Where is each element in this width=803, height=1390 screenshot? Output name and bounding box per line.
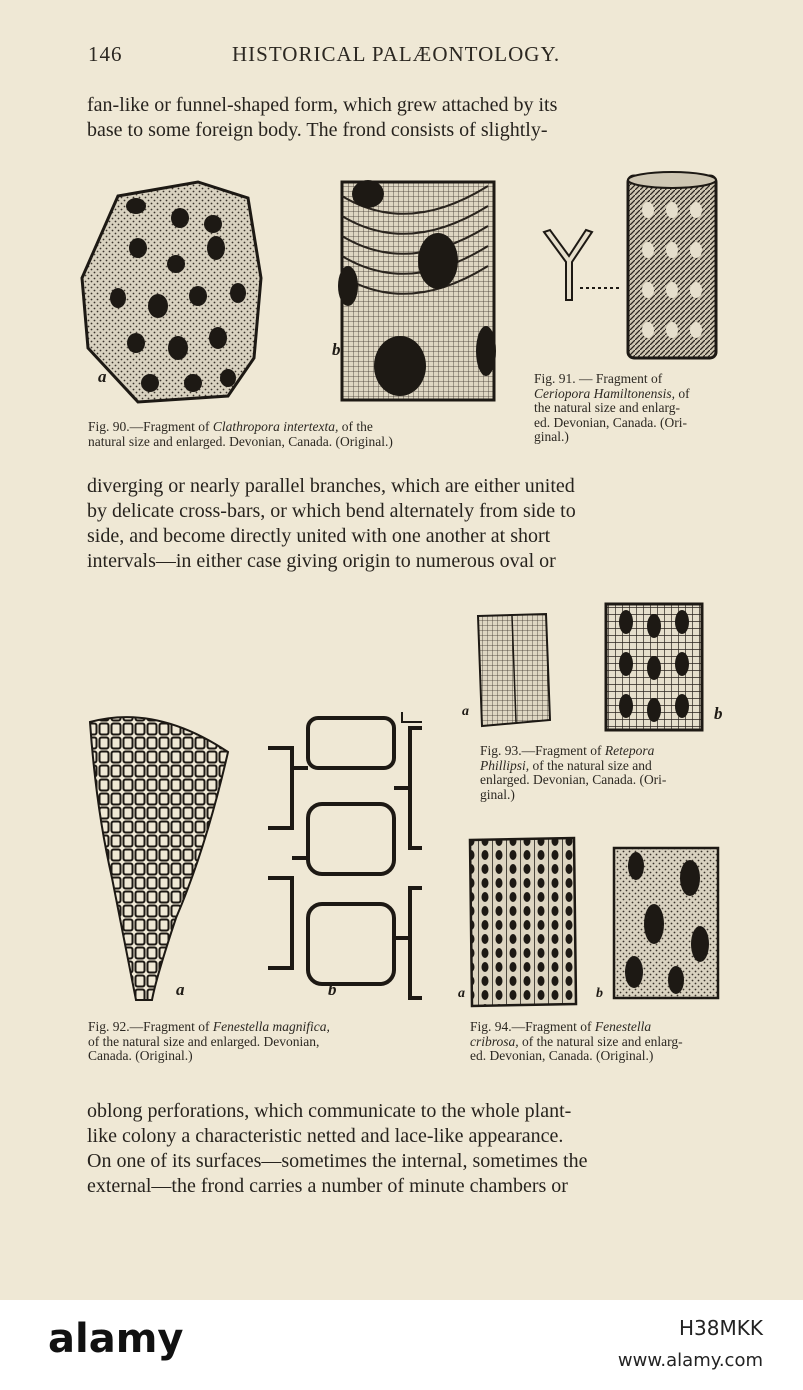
site-url[interactable]: www.alamy.com (617, 1350, 763, 1371)
caption-text: the natural size and enlarg- (534, 400, 680, 415)
caption-text: ginal.) (534, 429, 569, 444)
species-name: Phillipsi, (480, 757, 530, 773)
running-title: HISTORICAL PALÆONTOLOGY. (232, 42, 561, 66)
caption-text: Fig. 92.—Fragment of (88, 1019, 210, 1034)
fig94-label-a: a (458, 986, 465, 1001)
caption-text: Fig. 91. — Fragment of (534, 371, 663, 386)
caption-text: ed. Devonian, Canada. (Ori- (534, 414, 687, 430)
fig90-caption (88, 420, 518, 449)
text-line: diverging or nearly parallel branches, which are either united (87, 475, 575, 497)
fig94-caption (470, 1020, 734, 1064)
paragraph-top (87, 93, 727, 143)
brand-logo: alamy (48, 1316, 184, 1362)
fig93-label-a: a (462, 704, 469, 719)
text-line: like colony a characteristic netted and lace-like appearance. (87, 1125, 564, 1147)
fig93-caption (480, 744, 730, 802)
text-line: by delicate cross-bars, or which bend alternately from side to (87, 500, 576, 522)
text-line: side, and become directly united with one another at short (87, 525, 551, 547)
fig90-label-b: b (332, 340, 341, 359)
fig93a-illustration (472, 610, 552, 730)
caption-text: ginal.) (480, 786, 515, 802)
caption-text: of the natural size and enlarg- (522, 1033, 683, 1049)
fig92-label-a: a (176, 980, 185, 999)
fig92a-illustration (86, 708, 236, 1004)
paragraph-middle (87, 474, 727, 574)
species-name: Ceriopora Hamiltonensis, (534, 385, 676, 401)
species-name: Clathropora intertexta, (212, 419, 339, 434)
fig93-label-b: b (714, 704, 723, 723)
text-line: fan-like or funnel-shaped form, which grew attached by its (87, 94, 558, 116)
caption-text: Fig. 93.—Fragment of (480, 743, 602, 758)
fig94a-illustration (464, 834, 580, 1010)
caption-text: of the (341, 419, 373, 434)
fig91-caption (534, 372, 734, 445)
image-id: H38MKK (679, 1316, 763, 1340)
fig92b-illustration (262, 708, 426, 1006)
caption-text: of (678, 385, 690, 401)
fig90b-illustration (338, 176, 498, 404)
paragraph-bottom (87, 1099, 727, 1199)
text-line: oblong perforations, which communicate to the whole plant- (87, 1100, 572, 1122)
fig93b-illustration (602, 600, 706, 734)
caption-text: enlarged. Devonian, Canada. (Ori- (480, 772, 667, 787)
page-number: 146 (88, 42, 123, 66)
text-line: intervals—in either case giving origin to numerous oval or (87, 550, 556, 572)
fig94-label-b: b (596, 986, 603, 1001)
fig91-illustration (540, 170, 722, 362)
caption-text: Fig. 94.—Fragment of (470, 1019, 592, 1034)
caption-text: natural size and enlarged. Devonian, Canada. (Original.) (88, 433, 393, 449)
fig92-label-b: b (328, 980, 337, 999)
caption-text: Fig. 90.—Fragment of (88, 419, 210, 434)
text-line: base to some foreign body. The frond consists of slightly- (87, 119, 548, 141)
species-name: cribrosa, (470, 1033, 519, 1049)
fig92-caption (88, 1020, 438, 1064)
caption-text: of the natural size and (532, 757, 652, 773)
text-line: On one of its surfaces—sometimes the internal, sometimes the (87, 1150, 588, 1172)
genus-name: Fenestella (594, 1019, 652, 1034)
caption-text: ed. Devonian, Canada. (Original.) (470, 1048, 654, 1063)
caption-text: of the natural size and enlarged. Devonian, (88, 1033, 320, 1049)
stock-footer (0, 1300, 803, 1390)
fig94b-illustration (610, 844, 722, 1002)
caption-text: Canada. (Original.) (88, 1048, 193, 1063)
species-name: Fenestella magnifica, (212, 1019, 330, 1034)
text-line: external—the frond carries a number of minute chambers or (87, 1175, 568, 1197)
fig90-label-a: a (98, 367, 107, 386)
genus-name: Retepora (604, 743, 655, 758)
